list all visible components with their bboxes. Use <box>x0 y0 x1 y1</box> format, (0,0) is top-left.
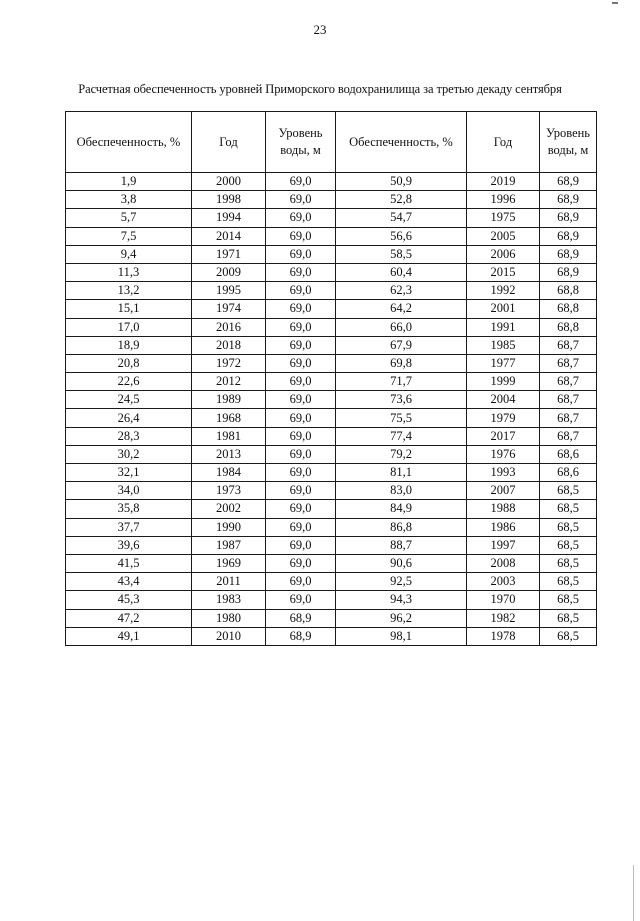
cell-probability-right: 75,5 <box>336 409 467 427</box>
cell-probability-right: 54,7 <box>336 209 467 227</box>
cell-probability-left: 9,4 <box>66 245 192 263</box>
cell-year-left: 1995 <box>192 282 266 300</box>
header-probability-2: Обеспеченность, % <box>336 112 467 173</box>
cell-probability-left: 47,2 <box>66 609 192 627</box>
cell-water-level-right: 68,5 <box>540 482 597 500</box>
table-row <box>66 300 597 318</box>
cell-water-level-left: 69,0 <box>266 591 336 609</box>
cell-water-level-right: 68,5 <box>540 500 597 518</box>
table-row <box>66 191 597 209</box>
cell-probability-right: 52,8 <box>336 191 467 209</box>
table-row <box>66 391 597 409</box>
cell-probability-right: 79,2 <box>336 445 467 463</box>
cell-water-level-left: 69,0 <box>266 391 336 409</box>
cell-probability-left: 22,6 <box>66 373 192 391</box>
table-row <box>66 245 597 263</box>
cell-probability-right: 62,3 <box>336 282 467 300</box>
cell-probability-left: 43,4 <box>66 573 192 591</box>
cell-year-left: 1989 <box>192 391 266 409</box>
cell-probability-left: 37,7 <box>66 518 192 536</box>
cell-water-level-left: 69,0 <box>266 536 336 554</box>
cell-water-level-right: 68,6 <box>540 464 597 482</box>
cell-water-level-left: 69,0 <box>266 409 336 427</box>
cell-water-level-right: 68,5 <box>540 627 597 645</box>
scan-artifact-mark <box>612 2 618 4</box>
cell-probability-left: 5,7 <box>66 209 192 227</box>
cell-year-left: 2000 <box>192 173 266 191</box>
cell-probability-left: 41,5 <box>66 554 192 572</box>
cell-probability-right: 50,9 <box>336 173 467 191</box>
cell-probability-left: 26,4 <box>66 409 192 427</box>
cell-probability-right: 90,6 <box>336 554 467 572</box>
cell-year-left: 1984 <box>192 464 266 482</box>
table-row <box>66 354 597 372</box>
cell-year-left: 2013 <box>192 445 266 463</box>
table-row <box>66 591 597 609</box>
cell-probability-left: 32,1 <box>66 464 192 482</box>
cell-year-right: 2006 <box>467 245 540 263</box>
cell-water-level-right: 68,9 <box>540 173 597 191</box>
cell-year-left: 1980 <box>192 609 266 627</box>
table-row <box>66 409 597 427</box>
cell-probability-left: 35,8 <box>66 500 192 518</box>
table-row <box>66 282 597 300</box>
table-row <box>66 263 597 281</box>
cell-water-level-right: 68,9 <box>540 245 597 263</box>
cell-year-right: 2007 <box>467 482 540 500</box>
cell-water-level-right: 68,9 <box>540 191 597 209</box>
cell-year-right: 2019 <box>467 173 540 191</box>
cell-water-level-right: 68,8 <box>540 282 597 300</box>
table-row <box>66 464 597 482</box>
table-row <box>66 609 597 627</box>
table-row <box>66 500 597 518</box>
cell-water-level-left: 69,0 <box>266 554 336 572</box>
cell-water-level-right: 68,9 <box>540 263 597 281</box>
cell-year-right: 2001 <box>467 300 540 318</box>
cell-probability-left: 11,3 <box>66 263 192 281</box>
cell-probability-right: 64,2 <box>336 300 467 318</box>
cell-water-level-right: 68,5 <box>540 591 597 609</box>
table-row <box>66 482 597 500</box>
cell-probability-right: 67,9 <box>336 336 467 354</box>
cell-probability-left: 7,5 <box>66 227 192 245</box>
cell-water-level-right: 68,7 <box>540 409 597 427</box>
header-probability-1: Обеспеченность, % <box>66 112 192 173</box>
cell-year-right: 2008 <box>467 554 540 572</box>
cell-water-level-left: 69,0 <box>266 191 336 209</box>
cell-water-level-right: 68,9 <box>540 227 597 245</box>
cell-year-left: 1973 <box>192 482 266 500</box>
table-row <box>66 336 597 354</box>
page-number: 23 <box>313 22 327 37</box>
cell-probability-left: 34,0 <box>66 482 192 500</box>
cell-year-right: 2017 <box>467 427 540 445</box>
cell-probability-left: 3,8 <box>66 191 192 209</box>
cell-year-left: 2016 <box>192 318 266 336</box>
cell-probability-right: 86,8 <box>336 518 467 536</box>
cell-water-level-right: 68,9 <box>540 209 597 227</box>
cell-year-right: 2015 <box>467 263 540 281</box>
cell-year-right: 1986 <box>467 518 540 536</box>
cell-probability-right: 58,5 <box>336 245 467 263</box>
cell-water-level-left: 69,0 <box>266 445 336 463</box>
cell-water-level-right: 68,7 <box>540 336 597 354</box>
cell-probability-left: 13,2 <box>66 282 192 300</box>
cell-water-level-right: 68,7 <box>540 391 597 409</box>
cell-water-level-left: 69,0 <box>266 482 336 500</box>
table-caption: Расчетная обеспеченность уровней Приморского водохранилища за третью декаду сентября <box>78 82 562 96</box>
cell-year-left: 2009 <box>192 263 266 281</box>
cell-year-left: 1969 <box>192 554 266 572</box>
cell-year-right: 2005 <box>467 227 540 245</box>
table-row <box>66 318 597 336</box>
cell-water-level-left: 69,0 <box>266 173 336 191</box>
cell-water-level-left: 69,0 <box>266 282 336 300</box>
cell-year-right: 1985 <box>467 336 540 354</box>
cell-year-left: 2014 <box>192 227 266 245</box>
table-row <box>66 627 597 645</box>
cell-year-left: 1981 <box>192 427 266 445</box>
table-row <box>66 427 597 445</box>
cell-year-right: 2004 <box>467 391 540 409</box>
cell-probability-left: 18,9 <box>66 336 192 354</box>
table-row <box>66 173 597 191</box>
cell-water-level-right: 68,5 <box>540 609 597 627</box>
cell-year-right: 1991 <box>467 318 540 336</box>
cell-year-right: 1975 <box>467 209 540 227</box>
cell-water-level-right: 68,5 <box>540 573 597 591</box>
cell-probability-right: 96,2 <box>336 609 467 627</box>
cell-water-level-left: 69,0 <box>266 245 336 263</box>
cell-probability-left: 17,0 <box>66 318 192 336</box>
cell-year-right: 2003 <box>467 573 540 591</box>
cell-year-left: 2011 <box>192 573 266 591</box>
table-row <box>66 445 597 463</box>
cell-probability-right: 69,8 <box>336 354 467 372</box>
cell-year-right: 1982 <box>467 609 540 627</box>
cell-year-left: 2002 <box>192 500 266 518</box>
header-water-level-2: Уровень воды, м <box>540 112 597 173</box>
header-water-level-1: Уровень воды, м <box>266 112 336 173</box>
cell-water-level-left: 69,0 <box>266 263 336 281</box>
table-row <box>66 536 597 554</box>
cell-water-level-left: 69,0 <box>266 209 336 227</box>
cell-water-level-right: 68,7 <box>540 427 597 445</box>
cell-water-level-left: 69,0 <box>266 336 336 354</box>
cell-year-right: 1988 <box>467 500 540 518</box>
cell-year-right: 1997 <box>467 536 540 554</box>
cell-water-level-right: 68,6 <box>540 445 597 463</box>
cell-water-level-left: 69,0 <box>266 373 336 391</box>
cell-probability-right: 98,1 <box>336 627 467 645</box>
cell-water-level-left: 69,0 <box>266 518 336 536</box>
cell-probability-left: 45,3 <box>66 591 192 609</box>
table-body <box>66 173 597 646</box>
cell-year-right: 1977 <box>467 354 540 372</box>
cell-year-right: 1979 <box>467 409 540 427</box>
cell-year-left: 1983 <box>192 591 266 609</box>
cell-water-level-right: 68,5 <box>540 554 597 572</box>
cell-probability-right: 66,0 <box>336 318 467 336</box>
cell-year-right: 1999 <box>467 373 540 391</box>
table-row <box>66 554 597 572</box>
cell-probability-left: 20,8 <box>66 354 192 372</box>
cell-probability-left: 15,1 <box>66 300 192 318</box>
cell-year-left: 1990 <box>192 518 266 536</box>
cell-water-level-left: 69,0 <box>266 464 336 482</box>
table-row <box>66 373 597 391</box>
cell-water-level-left: 68,9 <box>266 627 336 645</box>
cell-water-level-right: 68,7 <box>540 373 597 391</box>
cell-year-right: 1976 <box>467 445 540 463</box>
cell-probability-right: 60,4 <box>336 263 467 281</box>
table-row <box>66 209 597 227</box>
cell-water-level-left: 69,0 <box>266 500 336 518</box>
cell-water-level-left: 69,0 <box>266 227 336 245</box>
cell-year-right: 1992 <box>467 282 540 300</box>
cell-water-level-left: 69,0 <box>266 300 336 318</box>
cell-year-left: 1994 <box>192 209 266 227</box>
water-level-table <box>65 111 597 646</box>
cell-year-left: 1972 <box>192 354 266 372</box>
cell-probability-right: 83,0 <box>336 482 467 500</box>
cell-year-left: 1987 <box>192 536 266 554</box>
cell-probability-right: 81,1 <box>336 464 467 482</box>
cell-probability-right: 92,5 <box>336 573 467 591</box>
cell-probability-left: 28,3 <box>66 427 192 445</box>
header-year-2: Год <box>467 112 540 173</box>
cell-probability-right: 84,9 <box>336 500 467 518</box>
cell-year-left: 1971 <box>192 245 266 263</box>
cell-water-level-right: 68,8 <box>540 318 597 336</box>
cell-probability-right: 71,7 <box>336 373 467 391</box>
cell-water-level-right: 68,5 <box>540 536 597 554</box>
cell-year-right: 1978 <box>467 627 540 645</box>
cell-water-level-right: 68,5 <box>540 518 597 536</box>
cell-probability-left: 49,1 <box>66 627 192 645</box>
cell-year-right: 1993 <box>467 464 540 482</box>
cell-water-level-left: 69,0 <box>266 318 336 336</box>
cell-probability-left: 30,2 <box>66 445 192 463</box>
cell-year-left: 1998 <box>192 191 266 209</box>
cell-water-level-right: 68,8 <box>540 300 597 318</box>
cell-year-left: 2012 <box>192 373 266 391</box>
cell-probability-right: 94,3 <box>336 591 467 609</box>
cell-probability-right: 56,6 <box>336 227 467 245</box>
table-row <box>66 573 597 591</box>
cell-probability-right: 88,7 <box>336 536 467 554</box>
header-year-1: Год <box>192 112 266 173</box>
cell-probability-left: 39,6 <box>66 536 192 554</box>
table-header-row <box>66 112 597 173</box>
cell-water-level-left: 69,0 <box>266 354 336 372</box>
table-row <box>66 518 597 536</box>
cell-water-level-left: 69,0 <box>266 427 336 445</box>
cell-probability-right: 77,4 <box>336 427 467 445</box>
cell-year-left: 1974 <box>192 300 266 318</box>
cell-year-right: 1996 <box>467 191 540 209</box>
cell-probability-left: 1,9 <box>66 173 192 191</box>
cell-year-left: 2010 <box>192 627 266 645</box>
cell-year-right: 1970 <box>467 591 540 609</box>
cell-year-left: 2018 <box>192 336 266 354</box>
cell-probability-right: 73,6 <box>336 391 467 409</box>
cell-water-level-left: 68,9 <box>266 609 336 627</box>
cell-water-level-right: 68,7 <box>540 354 597 372</box>
table-row <box>66 227 597 245</box>
scan-edge-line <box>633 865 634 921</box>
cell-water-level-left: 69,0 <box>266 573 336 591</box>
cell-year-left: 1968 <box>192 409 266 427</box>
cell-probability-left: 24,5 <box>66 391 192 409</box>
